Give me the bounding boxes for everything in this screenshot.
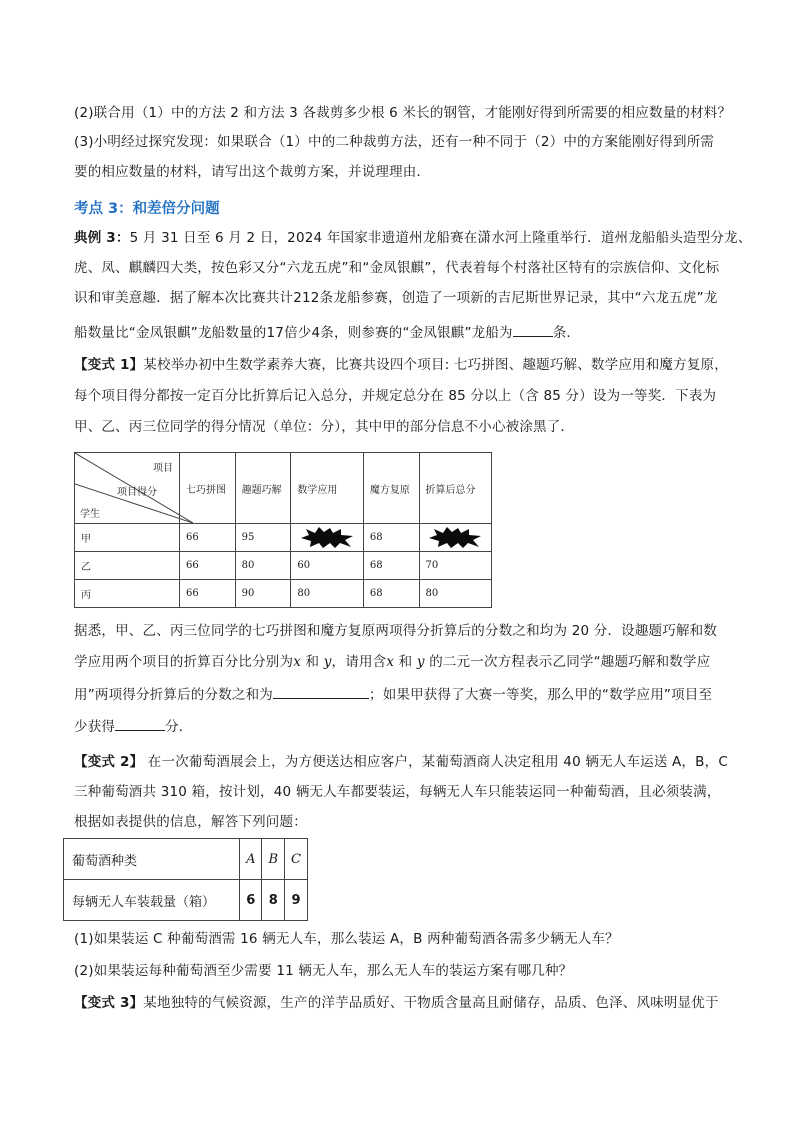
variant3-label: 【变式 3】 <box>74 995 144 1011</box>
row-label: 葡萄酒种类 <box>64 839 240 880</box>
variant1-line3: 甲、乙、丙三位同学的得分情况（单位：分），其中甲的部分信息不小心被涂黑了． <box>74 419 575 435</box>
text-segment: ；如果甲获得了大赛一等奖，那么甲的“数学应用”项目至 <box>369 687 713 703</box>
variant2-question-2: (2)如果装运每种葡萄酒至少需要 11 辆无人车，那么无人车的装运方案有哪几种？ <box>74 963 573 979</box>
score-table <box>74 452 492 608</box>
variant3-text-1: 某地独特的气候资源，生产的洋芋品质好、干物质含量高且耐储存，品质、色泽、风味明显优于 <box>143 995 719 1011</box>
variant1-after-line2 <box>74 653 724 671</box>
table-row <box>75 552 492 580</box>
wine-type-b: B <box>262 839 285 880</box>
example-label: 典例 3： <box>74 230 130 246</box>
example-line4 <box>74 322 724 342</box>
table-cell: 80 <box>419 580 492 608</box>
blacked-out-cell <box>291 524 363 552</box>
column-header: 数学应用 <box>291 453 363 524</box>
example-line3: 识和审美意趣．据了解本次比赛共计212条龙船参赛，创造了一项新的吉尼斯世界记录，其中“六龙五虎”龙 <box>74 290 718 306</box>
answer-blank <box>115 716 165 731</box>
variant2-label: 【变式 2】 <box>74 754 144 770</box>
table-cell: 66 <box>180 580 236 608</box>
table-cell: 68 <box>363 580 419 608</box>
variant1-text-1: 某校举办初中生数学素养大赛，比赛共设四个项目: 七巧拼图、趣题巧解、数学应用和魔方复原， <box>143 357 728 373</box>
table-row <box>75 524 492 552</box>
table-cell: 70 <box>419 552 492 580</box>
variant3-line1 <box>74 994 724 1012</box>
column-header: 趣题巧解 <box>235 453 291 524</box>
variable-y: y <box>323 654 332 670</box>
question-3-text-line2: 要的相应数量的材料，请写出这个裁剪方案，并说理理由． <box>74 164 431 180</box>
section-heading: 考点 3：和差倍分问题 <box>74 201 220 217</box>
ink-blot-icon <box>427 527 483 549</box>
text-segment: 少获得 <box>74 719 116 735</box>
text-segment: 和 <box>301 654 324 670</box>
load-a: 6 <box>240 880 262 921</box>
variant1-line2: 每个项目得分都按一定百分比折算后记入总分，并规定总分在 85 分以上（含 85 分）设为一等奖．下表为 <box>74 388 717 404</box>
answer-blank <box>273 684 369 699</box>
question-3-text-line1: (3)小明经过探究发现：如果联合（1）中的二种裁剪方法，还有一种不同于（2）中的方案能刚好得到所需 <box>74 134 715 150</box>
text-segment: ，请用含 <box>331 654 387 670</box>
wine-type-c: C <box>285 839 308 880</box>
corner-label-student: 学生 <box>80 509 100 520</box>
student-name: 乙 <box>75 552 180 580</box>
student-name: 丙 <box>75 580 180 608</box>
table-cell: 68 <box>363 524 419 552</box>
row-label: 每辆无人车装载量（箱） <box>64 880 240 921</box>
example-line1 <box>74 229 752 247</box>
corner-label-item: 项目 <box>153 463 173 474</box>
text-segment: 的二元一次方程表示乙同学“趣题巧解和数学应 <box>424 654 711 670</box>
table-cell: 95 <box>235 524 291 552</box>
question-2-text: (2)联合用（1）中的方法 2 和方法 3 各裁剪多少根 6 米长的钢管，才能刚好得到所需要的相应数量的材料？ <box>74 105 732 121</box>
variant2-line2: 三种葡萄酒共 310 箱，按计划，40 辆无人车都要装运，每辆无人车只能装运同一种葡萄酒，且必须装满， <box>74 784 721 800</box>
table-cell: 80 <box>291 580 363 608</box>
variant2-question-1: (1)如果装运 C 种葡萄酒需 16 辆无人车，那么装运 A，B 两种葡萄酒各需多少辆无人车？ <box>74 931 619 947</box>
table-cell: 66 <box>180 552 236 580</box>
variant2-line1 <box>74 753 728 771</box>
corner-label-score: 项目得分 <box>117 487 157 498</box>
score-table-header-row <box>75 453 492 524</box>
student-name: 甲 <box>75 524 180 552</box>
variable-x: x <box>293 654 302 670</box>
text-segment: 学应用两个项目的折算百分比分别为 <box>74 654 294 670</box>
variant1-after-line4 <box>74 716 724 736</box>
table-row <box>64 839 308 880</box>
text-segment: 用”两项得分折算后的分数之和为 <box>74 687 273 703</box>
variant1-after-line1: 据悉，甲、乙、丙三位同学的七巧拼图和魔方复原两项得分折算后的分数之和均为 20 分．设趣题巧解和数 <box>74 623 718 639</box>
table-cell: 66 <box>180 524 236 552</box>
example-line2: 虎、凤、麒麟四大类，按色彩又分“六龙五虎”和“金凤银麒”，代表着每个村落社区特有的宗族信仰、文化标 <box>74 260 720 276</box>
text-segment: 分． <box>165 719 193 735</box>
load-c: 9 <box>285 880 308 921</box>
ink-blot-icon <box>299 527 355 549</box>
table-row <box>64 880 308 921</box>
example-text-4a: 船数量比“金凤银麒”龙船数量的17倍少4条，则参赛的“金凤银麒”龙船为 <box>74 325 513 341</box>
answer-blank <box>513 322 553 337</box>
variant1-label: 【变式 1】 <box>74 357 144 373</box>
text-segment: 和 <box>394 654 417 670</box>
table-row <box>75 580 492 608</box>
variant1-after-line3 <box>74 684 724 704</box>
variable-y: y <box>416 654 425 670</box>
wine-table <box>63 838 308 921</box>
column-header: 七巧拼图 <box>180 453 236 524</box>
column-header: 魔方复原 <box>363 453 419 524</box>
table-cell: 68 <box>363 552 419 580</box>
table-cell: 80 <box>235 552 291 580</box>
load-b: 8 <box>262 880 285 921</box>
variant1-line1 <box>74 356 728 374</box>
table-cell: 90 <box>235 580 291 608</box>
blacked-out-cell <box>419 524 492 552</box>
diagonal-header-cell <box>75 453 180 524</box>
example-text-4b: 条． <box>552 325 581 341</box>
table-cell: 60 <box>291 552 363 580</box>
variant2-line3: 根据如表提供的信息，解答下列问题： <box>74 814 307 830</box>
wine-type-a: A <box>240 839 262 880</box>
example-text-1: 5 月 31 日至 6 月 2 日，2024 年国家非遗道州龙船赛在潇水河上隆重举行．道州龙船船头造型分龙、 <box>129 230 752 246</box>
variable-x: x <box>386 654 395 670</box>
variant2-text-1: 在一次葡萄酒展会上，为方便送达相应客户，某葡萄酒商人决定租用 40 辆无人车运送 A，B，C <box>143 754 728 770</box>
column-header: 折算后总分 <box>419 453 492 524</box>
